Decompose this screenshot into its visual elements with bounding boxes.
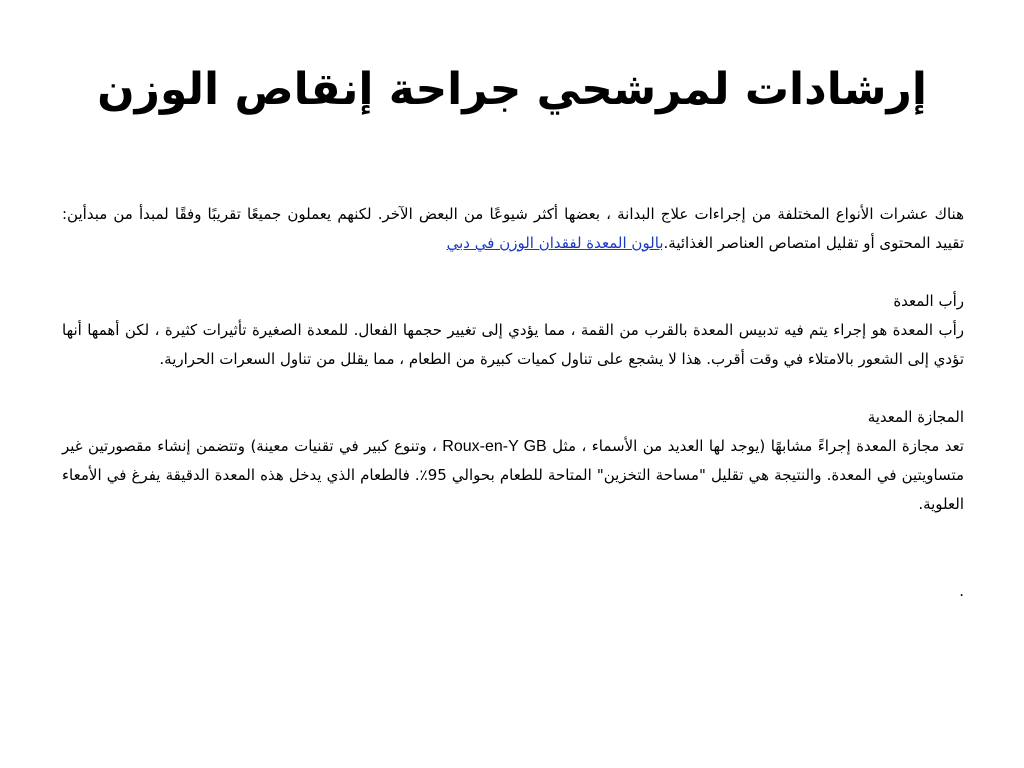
- bypass-text-start: تعد مجازة المعدة إجراءً مشابهًا (يوجد لها العديد من الأسماء ، مثل: [552, 437, 964, 455]
- spacer: [62, 548, 964, 577]
- trailing-period: .: [959, 582, 964, 600]
- roux-en-y-term: Roux-en-Y GB: [442, 438, 547, 455]
- intro-paragraph: [62, 200, 964, 258]
- spacer: [62, 374, 964, 403]
- intro-text: هناك عشرات الأنواع المختلفة من إجراءات علاج البدانة ، بعضها أكثر شيوعًا من البعض الآخر. لكنهم يعملون جميعًا تقريبًا وفقًا لمبدأ من مبدأين: تقييد المحتوى أو تقليل امتصاص العناصر الغذائية.: [62, 205, 964, 252]
- gastric-bypass-heading: المجازة المعدية: [867, 408, 964, 426]
- spacer: [62, 258, 964, 287]
- slide-title: إرشادات لمرشحي جراحة إنقاص الوزن: [97, 64, 927, 115]
- bypass-text-middle: ، وتنوع كبير في تقنيات معينة): [250, 437, 437, 455]
- bypass-text-rest: وتتضمن إنشاء مقصورتين غير متساويتين في المعدة. والنتيجة هي تقليل "مساحة التخزين" المتاحة للطعام بحوالي 95٪. فالطعام الذي يدخل هذه المعدة الدقيقة يفرغ في الأمعاء العلوية.: [62, 437, 964, 513]
- spacer: [62, 519, 964, 548]
- gastric-balloon-link[interactable]: بالون المعدة لفقدان الوزن في دبي: [446, 234, 664, 252]
- slide-body: [62, 200, 964, 606]
- gastroplasty-paragraph: رأب المعدة هو إجراء يتم فيه تدبيس المعدة بالقرب من القمة ، مما يؤدي إلى تغيير حجمها الفعال. للمعدة الصغيرة تأثيرات كثيرة ، لكن أهمها أنها تؤدي إلى الشعور بالامتلاء في وقت أقرب. هذا لا يشجع على تناول كميات كبيرة من الطعام ، مما يقلل من تناول السعرات الحرارية.: [62, 321, 964, 368]
- gastroplasty-heading: رأب المعدة: [893, 292, 964, 310]
- gastric-bypass-paragraph: [62, 432, 964, 519]
